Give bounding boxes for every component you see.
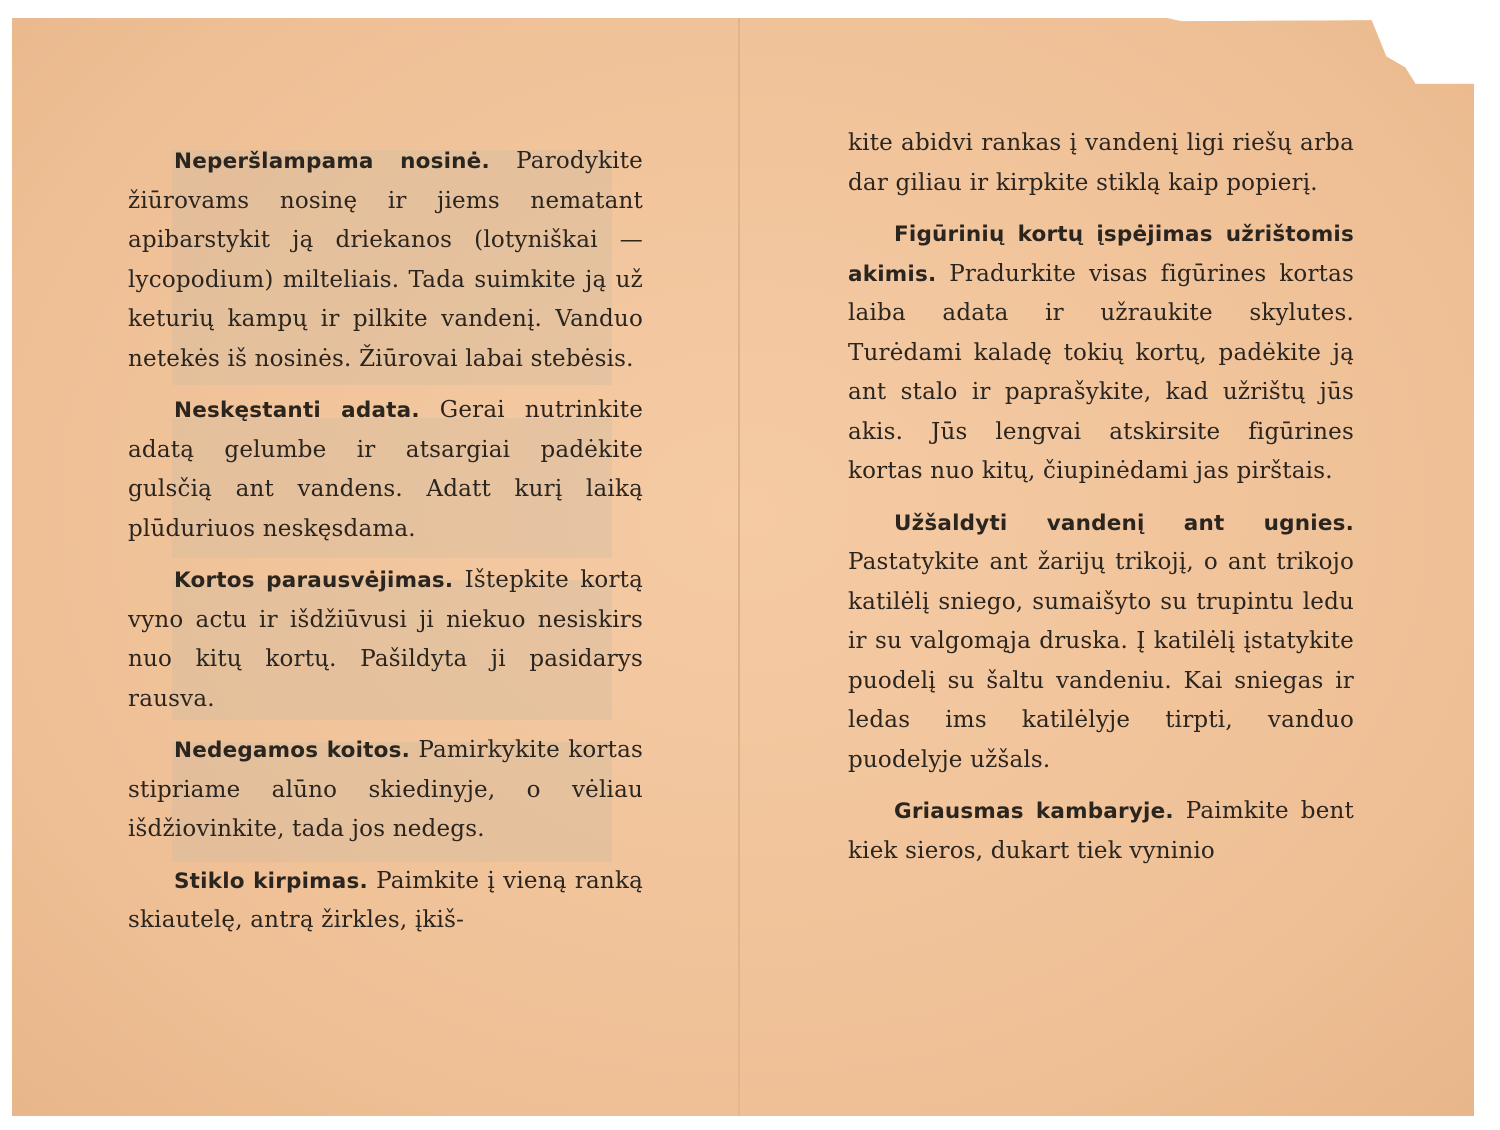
paragraph-title: Griausmas kambaryje.	[894, 799, 1174, 824]
paragraph-title: Nedegamos koitos.	[174, 738, 410, 763]
paragraph-title: Neskęstanti adata.	[174, 398, 420, 423]
paragraph-title: Neperšlampama nosinė.	[174, 149, 490, 174]
paragraph-title: Figūrinių kortų įspėjimas užrištomis akimis.	[848, 222, 1354, 287]
paragraph-text: Paimkite bent kiek sieros, dukart tiek vyninio	[848, 798, 1354, 864]
paragraph	[848, 504, 1354, 781]
paragraph	[848, 215, 1354, 492]
paragraph-text: Pamirkykite kortas stipriame alūno skiedinyje, o vėliau išdžiovinkite, tada jos nedegs.	[128, 737, 643, 842]
paragraph-text: Pradurkite visas figūrines kortas laiba adata ir užraukite skylutes. Turėdami kaladę tokių kortų, padėkite ją ant stalo ir paprašykite, kad užrištų jūs akis. Jūs lengvai atskirsite figūrines kortas nuo kitų, čiupinėdami jas pirštais.	[848, 260, 1354, 484]
paragraph-text: Parodykite žiūrovams nosinę ir jiems nematant apibarstykit ją driekanos (lotyniškai — lycopodium) milteliais. Tada suimkite ją už keturių kampų ir pilkite vandenį. Vanduo netekės iš nosinės. Žiūrovai labai stebėsis.	[128, 148, 643, 372]
paragraph	[848, 124, 1354, 203]
paragraph	[128, 862, 643, 941]
paragraph-text: Gerai nutrinkite adatą gelumbe ir atsargiai padėkite gulsčią ant vandens. Adatt kurį laiką plūduriuos neskęsdama.	[128, 397, 644, 542]
paragraph-title: Stiklo kirpimas.	[174, 868, 368, 894]
paragraph	[128, 391, 643, 549]
paragraph	[848, 792, 1354, 871]
paragraph-title: Kortos parausvėjimas.	[174, 568, 454, 593]
center-fold	[738, 18, 740, 1116]
paragraph-title: Užšaldyti vandenį ant ugnies.	[894, 510, 1354, 536]
paragraph-text: kite abidvi rankas į vandenį ligi riešų arba dar giliau ir kirpkite stiklą kaip popierį.	[848, 130, 1354, 196]
paragraph	[128, 731, 643, 850]
paragraph-text: Ištepkite kortą vyno actu ir išdžiūvusi ji niekuo nesiskirs nuo kitų kortų. Pašildyta ji pasidarys rausva.	[128, 567, 644, 712]
left-page	[128, 142, 643, 953]
paragraph-text: Paimkite į vieną ranką skiautelę, antrą žirkles, įkiš-	[128, 867, 643, 933]
right-page	[848, 124, 1354, 883]
paragraph	[128, 142, 643, 379]
paragraph	[128, 561, 643, 719]
paragraph-text: Pastatykite ant žarijų trikojį, o ant trikojo katilėlį sniego, sumaišyto su trupintu ledu ir su valgomąja druska. Į katilėlį įstatykite puodelį su šaltu vandeniu. Kai sniegas ir ledas ims katilėlyje tirpti, vanduo puodelyje užšals.	[848, 549, 1354, 773]
